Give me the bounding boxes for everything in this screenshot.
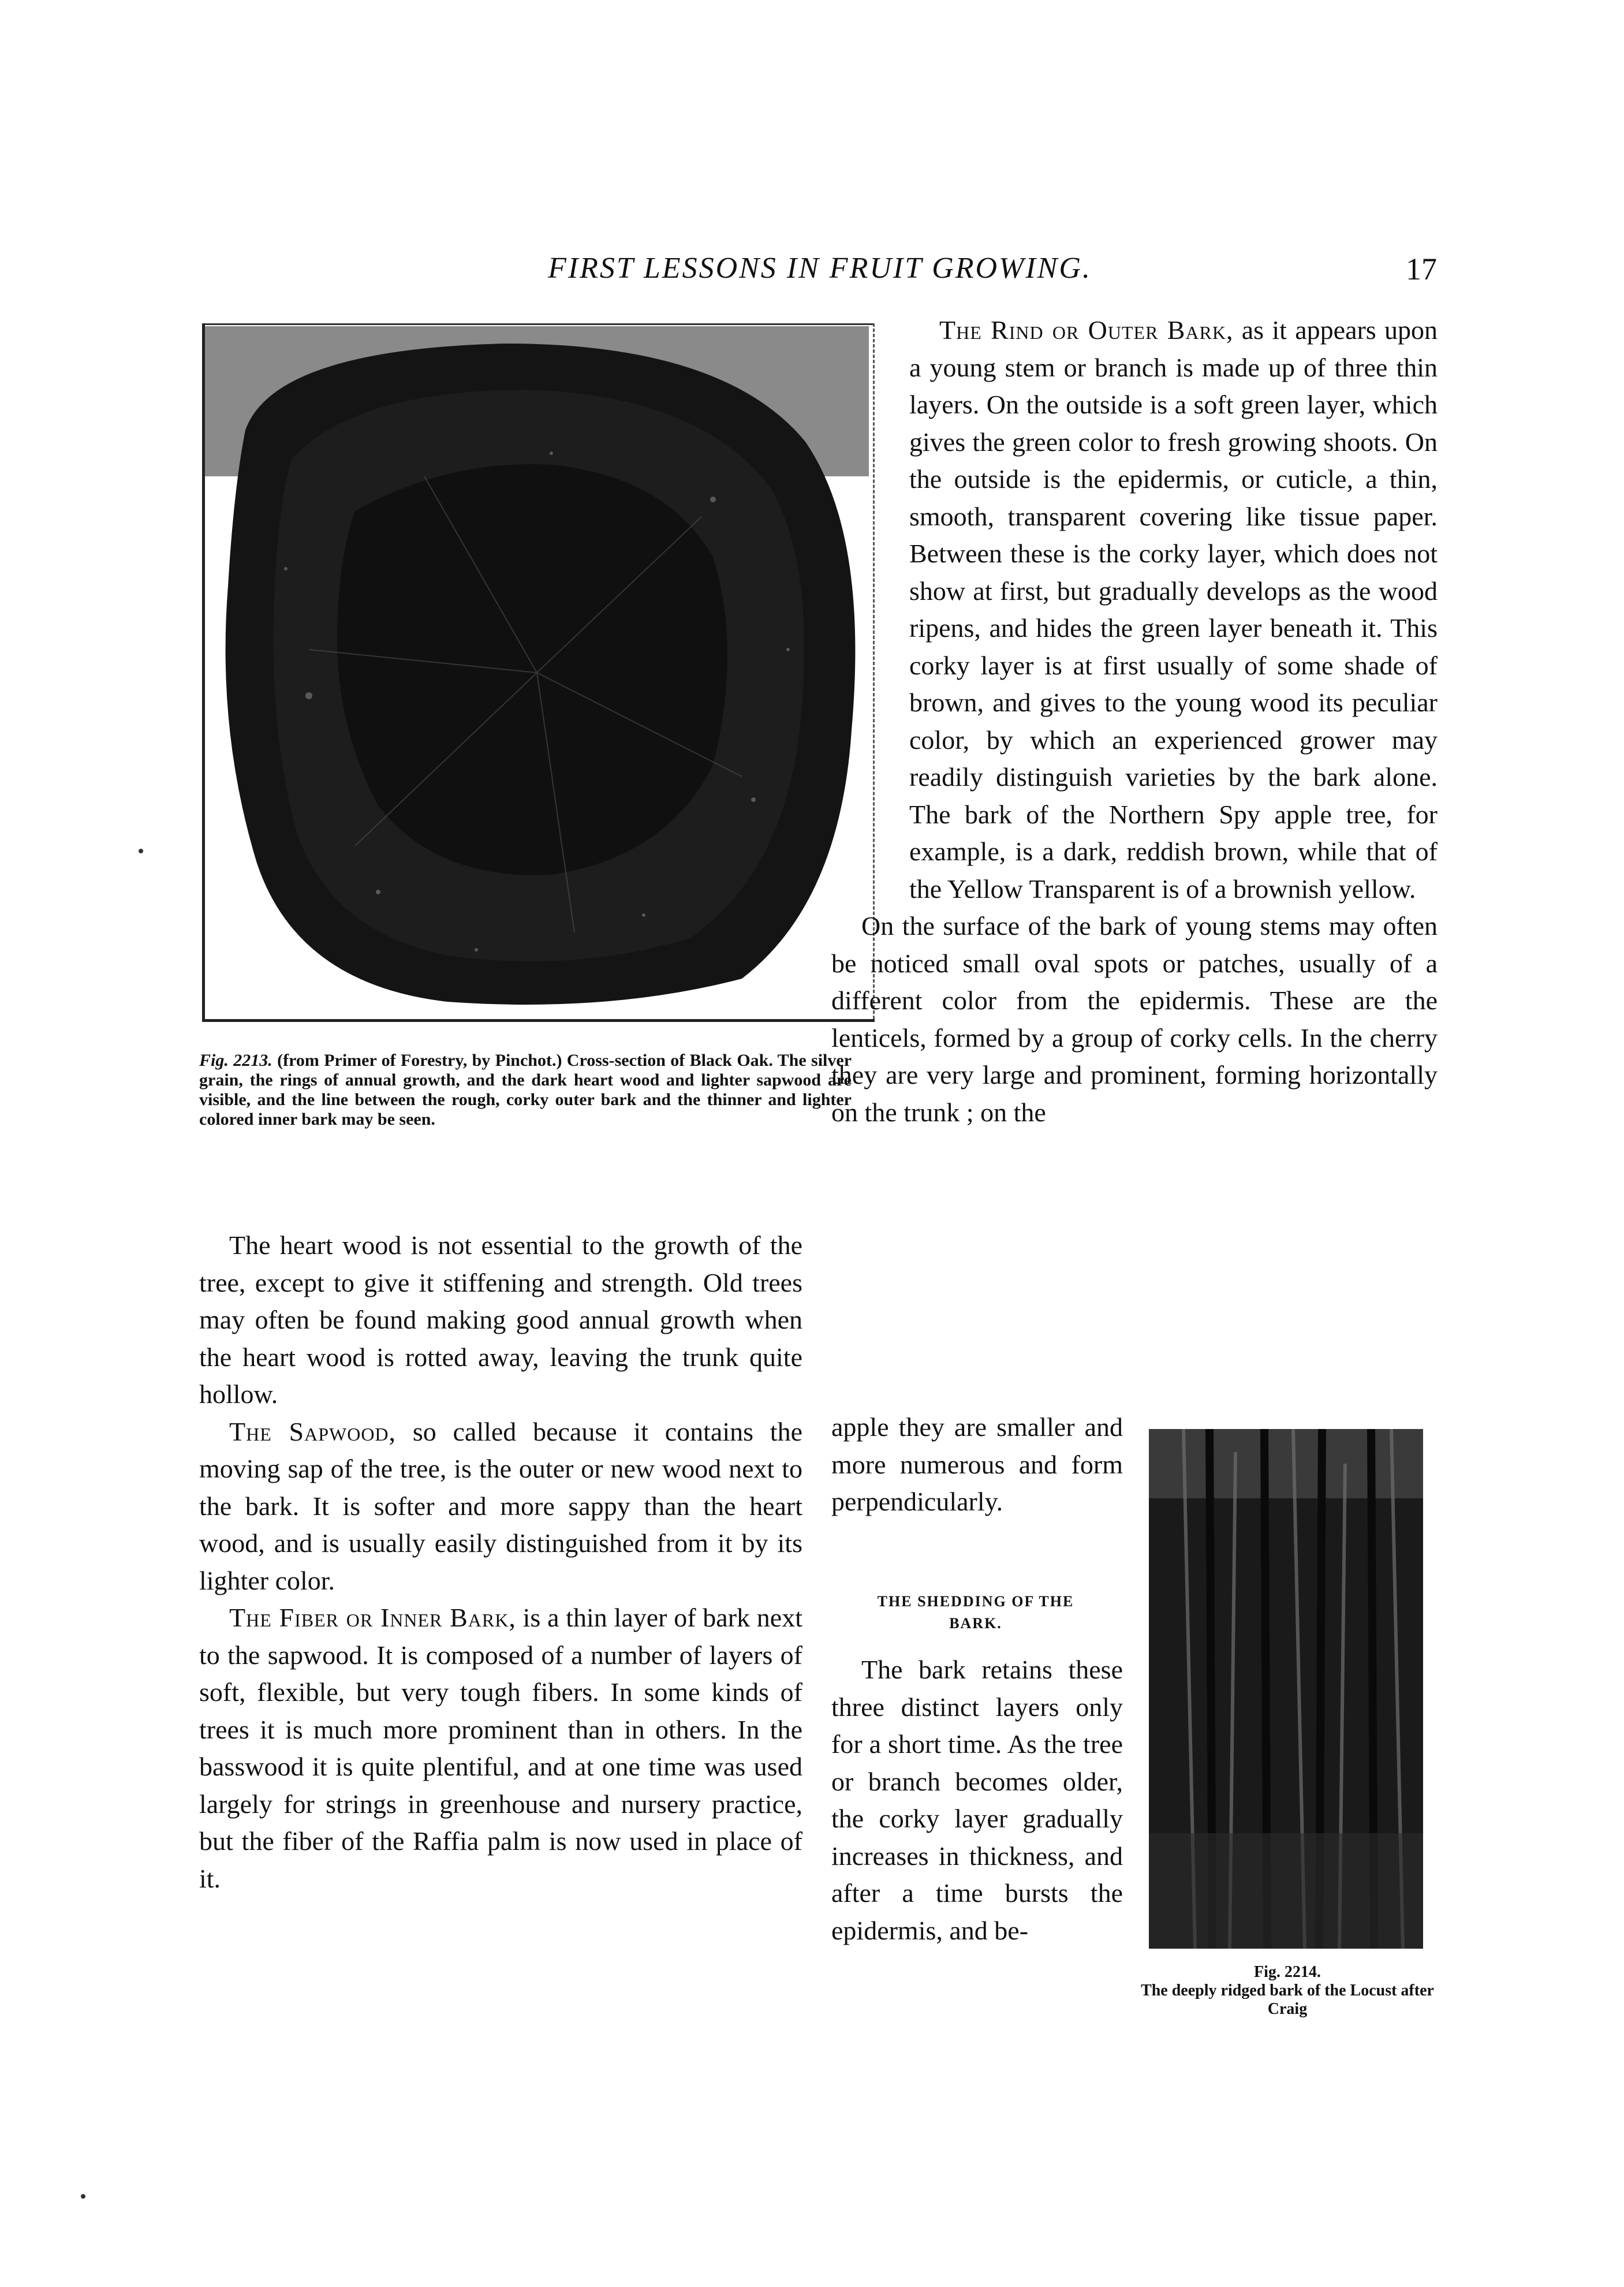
paragraph-lenticels: On the surface of the bark of young stems may often be noticed small oval spots or patches, usually of a different color from the epidermis. These are the lenticels, formed by a group of corky cells. In the cherry they are very large and prominent, forming horizontally on the trunk ; on the	[831, 911, 1438, 1127]
right-column-bottom	[831, 1651, 1123, 1949]
outer-bark-lead: The Rind or Outer Bark,	[939, 315, 1234, 345]
inner-bark-lead: The Fiber or Inner Bark,	[229, 1603, 516, 1632]
paragraph-sapwood	[199, 1413, 802, 1600]
figure-1-number: Fig. 2213.	[199, 1051, 272, 1070]
ridged-bark-photo	[1149, 1429, 1423, 1949]
outer-bark-body: as it appears upon a young stem or branch is made up of three thin layers. On the outside is a soft green layer, which gives the green color to fresh growing shoots. On the outside is the epidermis, or cuticle, a thin, smooth, transparent covering like tissue paper. Between these is the corky layer, which does not show at first, but gradually develops as the wood ripens, and hides the green layer beneath it. This corky layer is at first usually of some shade of brown, and gives to the young wood its peculiar color, by which an experienced grower may readily distinguish varieties by the bark alone. The bark of the Northern Spy apple tree, for example, is a dark, reddish brown, while that of the Yellow Transparent is of a brownish yellow.	[909, 315, 1438, 904]
frame-top-rule	[205, 323, 875, 325]
paragraph-heart-wood: The heart wood is not essential to the growth of the tree, except to give it stiffening and strength. Old trees may often be found making good annual growth when the heart wood is rotted away, leaving the trunk quite hollow.	[199, 1230, 802, 1409]
figure-2-number: Fig. 2214.	[1254, 1963, 1321, 1981]
running-head: FIRST LESSONS IN FRUIT GROWING.	[548, 252, 1092, 285]
paragraph-outer-bark	[831, 312, 1438, 908]
figure-2-caption	[1132, 1963, 1443, 2019]
paragraph-shedding: The bark retains these three distinct layers only for a short time. As the tree or branch becomes older, the corky layer gradually increases in thickness, and after a time bursts the epidermis, and be-	[831, 1655, 1123, 1945]
side-heading-shedding-bark: THE SHEDDING OF THE BARK.	[877, 1593, 1074, 1632]
right-column-upper	[831, 312, 1438, 1131]
page-number: 17	[1406, 252, 1437, 286]
figure-1-caption-text: (from Primer of Forestry, by Pinchot.) Cross-section of Black Oak. The silver grain, the rings of annual growth, and the dark heart wood and lighter sapwood are visible, and the line between the rough, corky outer bark and the thinner and lighter colored inner bark may be seen.	[199, 1051, 852, 1129]
sapwood-body: so called because it contains the moving sap of the tree, is the outer or new wood next to the bark. It is softer and more sappy than the heart wood, and is usually easily distinguished from it by its lighter color.	[199, 1416, 802, 1595]
left-column	[199, 1227, 802, 1897]
figure-2-caption-text: The deeply ridged bark of the Locust after Craig	[1141, 1982, 1434, 2018]
margin-mark	[81, 2194, 85, 2199]
sapwood-lead: The Sapwood,	[229, 1416, 397, 1446]
inner-bark-body: is a thin layer of bark next to the sapwood. It is composed of a number of layers of soft, flexible, but very tough fibers. In some kinds of trees it is much more prominent than in others. In the basswood it is quite plentiful, and at one time was used largely for strings in greenhouse and nursery practice, but the fiber of the Raffia palm is now used in place of it.	[199, 1603, 802, 1893]
margin-mark	[139, 849, 143, 853]
right-column-lower	[831, 1409, 1123, 1521]
figure-1-caption	[199, 1051, 852, 1129]
paragraph-lenticels-continued: apple they are smaller and more numerous and form perpendicularly.	[831, 1412, 1123, 1516]
black-oak-cross-section-photo	[205, 326, 869, 1016]
paragraph-inner-bark	[199, 1599, 802, 1897]
